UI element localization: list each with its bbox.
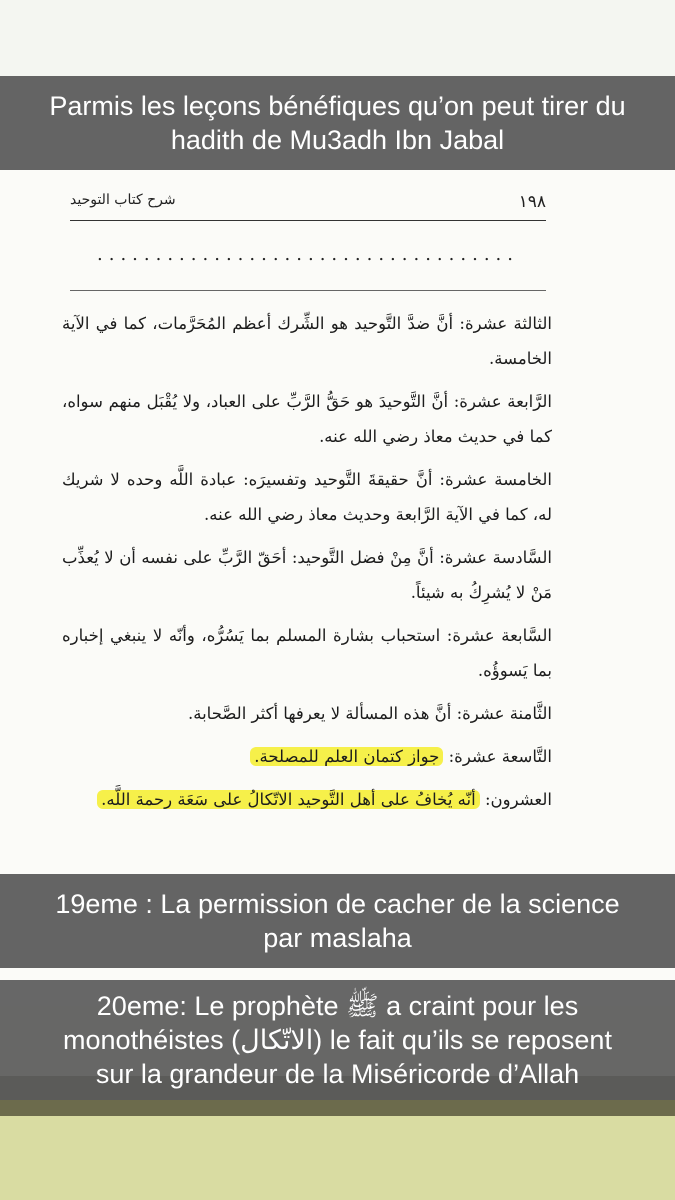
paragraph-16: السَّادسة عشرة: أنَّ مِنْ فضل التَّوحيد: أحَقّ الرَّبِّ على نفسه أن لا يُعذِّب مَنْ لا يُشرِكُ به شيئاً. [62, 548, 553, 602]
caption-intro-line-1: Parmis les leçons bénéfiques qu’on peut tirer du [49, 91, 626, 121]
caption-20th-line-3: sur la grandeur de la Miséricorde d’Allah [95, 1059, 580, 1089]
highlight-20: أنّه يُخافُ على أهل التَّوحيد الاتّكالُ على سَعَة رحمة اللَّه. [97, 790, 480, 809]
header-rule [70, 220, 546, 221]
caption-intro-line-2: hadith de Mu3adh Ibn Jabal [170, 125, 505, 155]
top-background [0, 0, 675, 76]
paragraph-19: التَّاسعة عشرة: جواز كتمان العلم للمصلحة. [62, 739, 552, 774]
book-header [70, 192, 546, 220]
paragraph-20: العشرون: أنّه يُخافُ على أهل التَّوحيد الاتّكالُ على سَعَة رحمة اللَّه. [62, 782, 552, 817]
paragraph-18: الثَّامنة عشرة: أنَّ هذه المسألة لا يعرفها أكثر الصَّحابة. [188, 704, 552, 723]
page-number: ١٩٨ [518, 192, 546, 212]
separator-rule [70, 290, 546, 291]
caption-19th-line-2: par maslaha [263, 923, 412, 953]
caption-intro [0, 76, 675, 170]
highlight-19: جواز كتمان العلم للمصلحة. [250, 747, 443, 766]
paragraph-15: الخامسة عشرة: أنَّ حقيقةَ التَّوحيد وتفسيرَه: عبادة اللَّه وحده لا شريك له، كما في الآية الرَّابعة وحديث معاذ رضي الله عنه. [62, 470, 552, 524]
book-body-text [62, 306, 552, 825]
book-title: شرح كتاب التوحيد [70, 192, 176, 208]
paragraph-14: الرَّابعة عشرة: أنَّ التَّوحيدَ هو حَقُّ الرَّبِّ على العباد، ولا يُقْبَل منهم سواه، كما في حديث معاذ رضي الله عنه. [62, 392, 552, 446]
bottom-background [0, 1116, 675, 1200]
caption-20th-line-1: 20eme: Le prophète ﷺ a craint pour les [96, 991, 579, 1021]
paragraph-13: الثالثة عشرة: أنَّ ضدَّ التَّوحيد هو الشِّرك أعظم المُحَرَّمات، كما في الآية الخامسة. [62, 314, 553, 368]
caption-20th-line-2: monothéistes (الاتّكال) le fait qu’ils se reposent [63, 1025, 612, 1055]
caption-20th [0, 980, 675, 1100]
caption-19th [0, 874, 675, 968]
caption-19th-line-1: 19eme : La permission de cacher de la science [55, 889, 620, 919]
paragraph-17: السَّابعة عشرة: استحباب بشارة المسلم بما يَسُرُّه، وأنّه لا ينبغي إخباره بما يَسوؤُه. [62, 626, 553, 680]
ellipsis-separator: .................................... [97, 244, 519, 265]
